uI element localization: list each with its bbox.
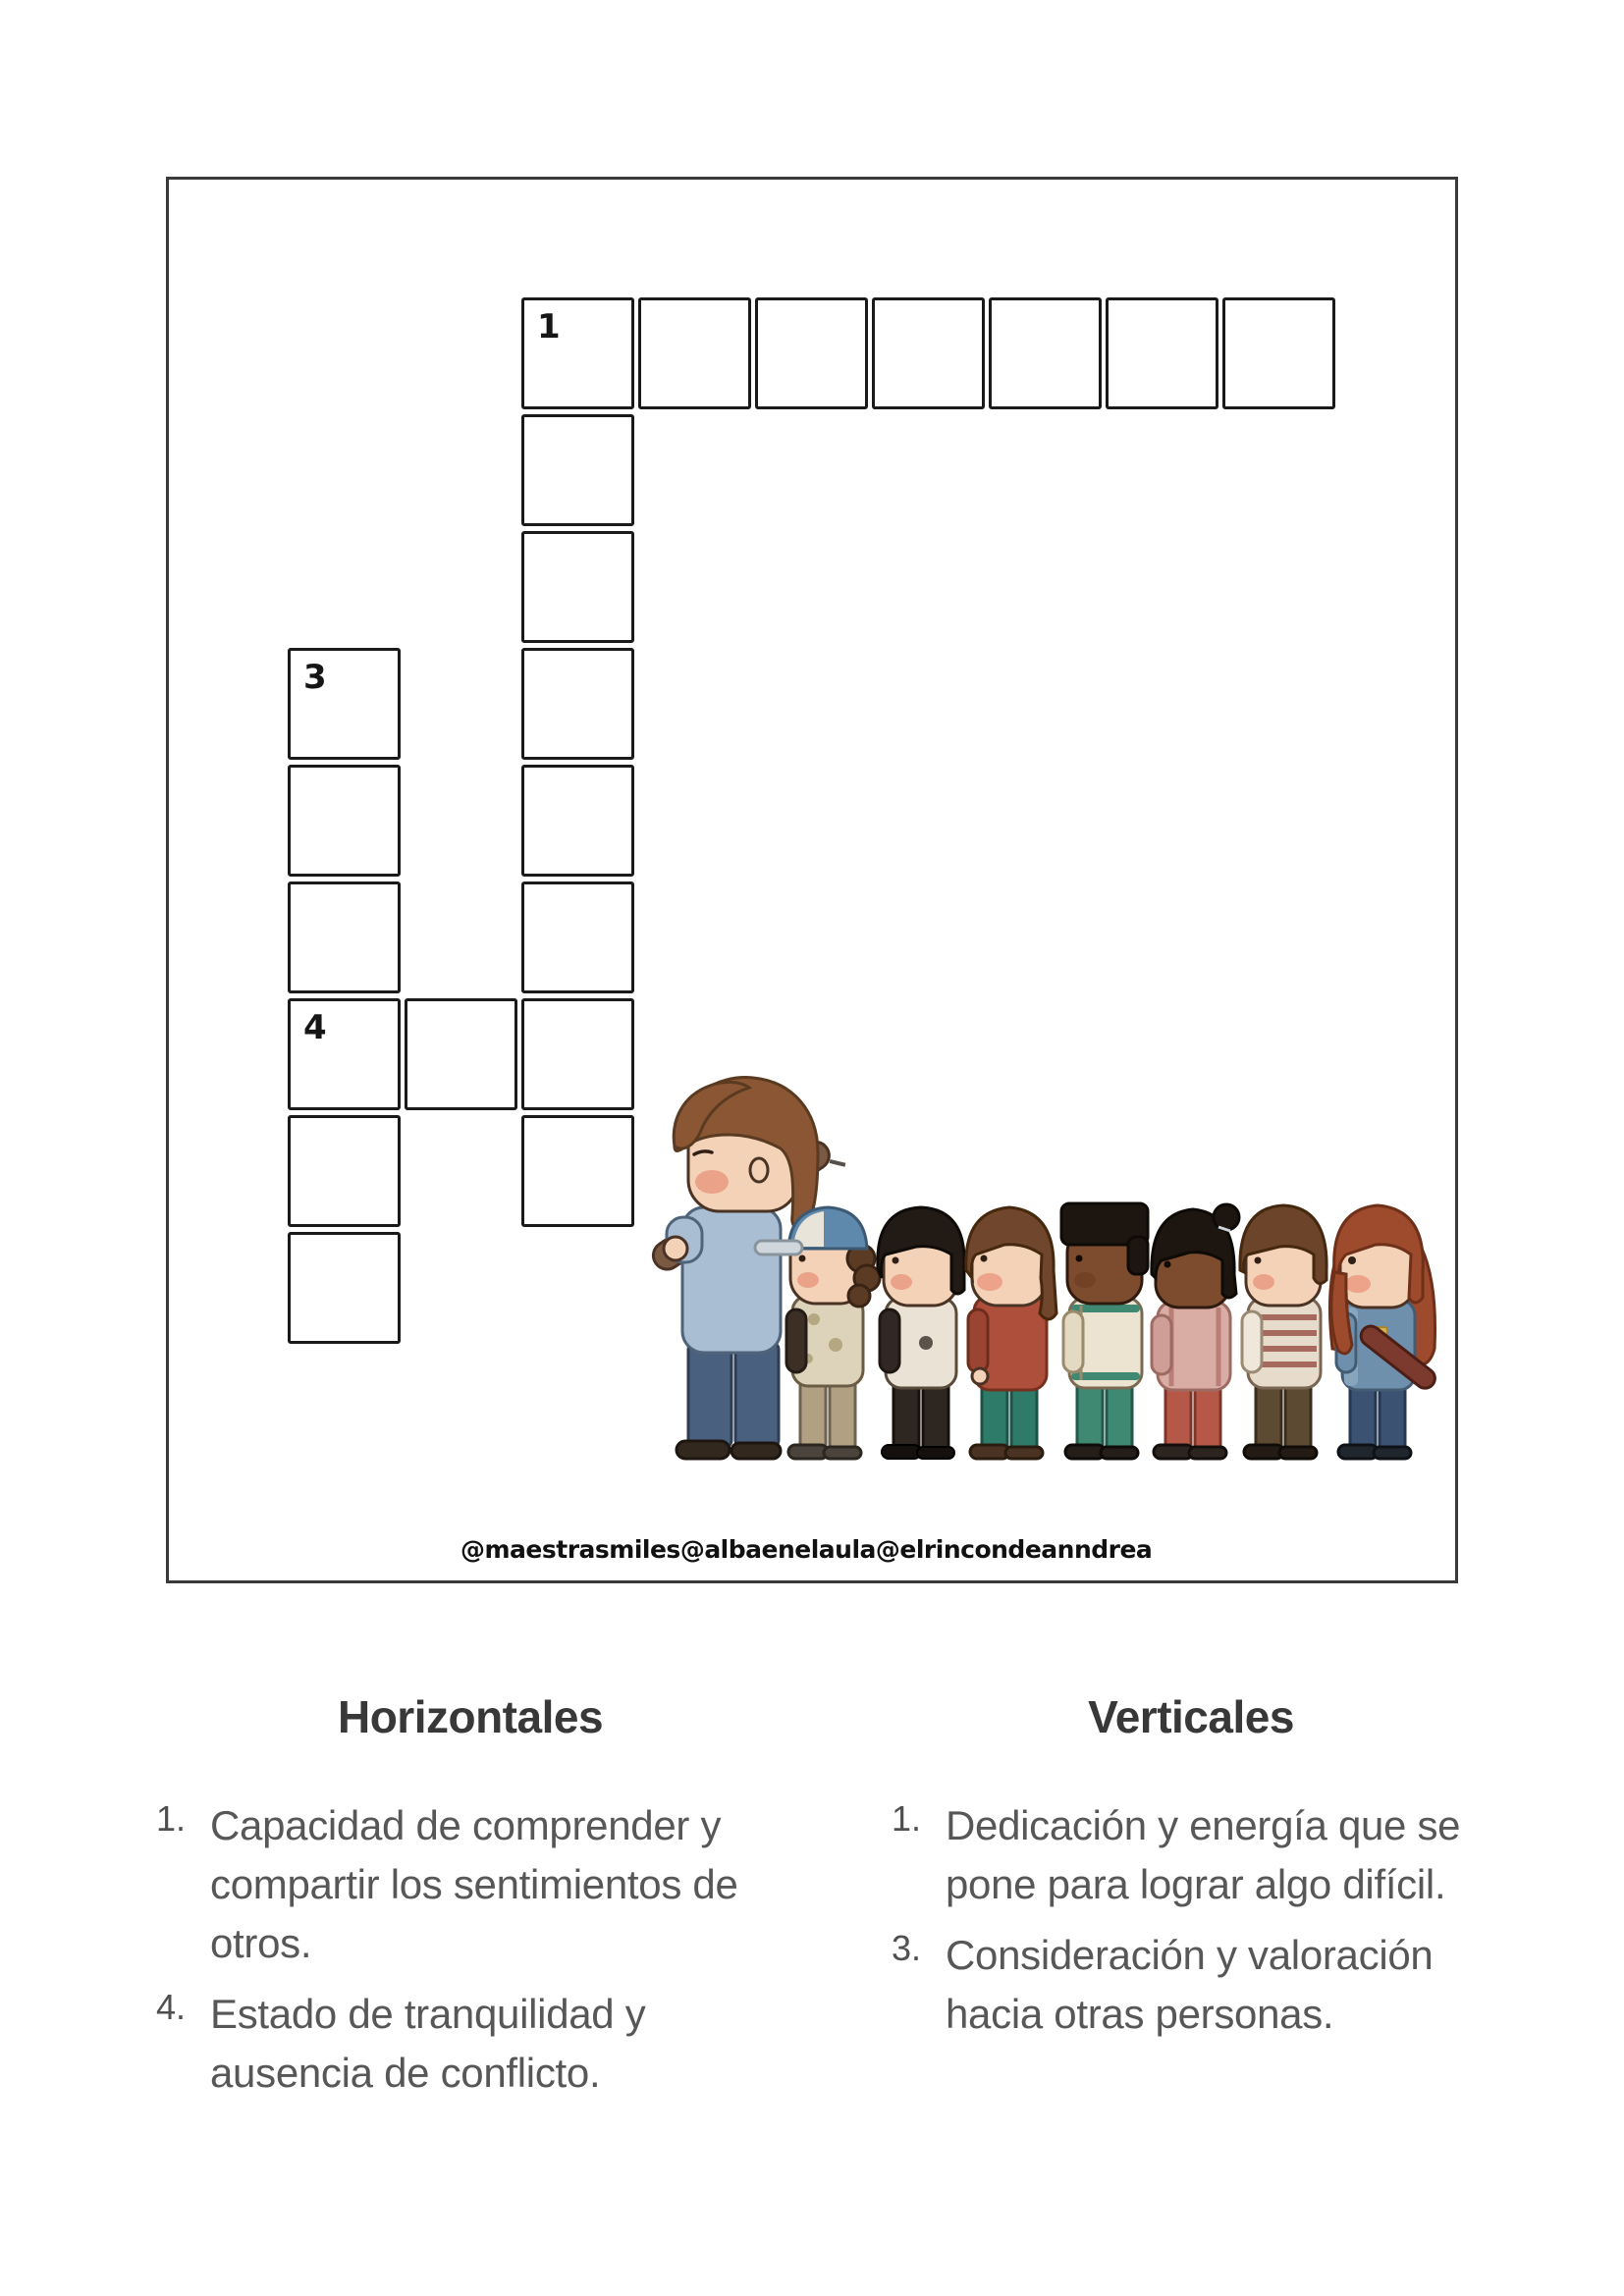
verticales-heading: Verticales bbox=[1088, 1691, 1294, 1742]
clue-horizontal-4 bbox=[136, 1985, 645, 2103]
clue-number: 1. bbox=[891, 1798, 921, 1839]
crossword-cell[interactable] bbox=[755, 297, 868, 409]
characters-illustration bbox=[631, 1062, 1466, 1469]
cell-number: 4 bbox=[303, 1008, 327, 1047]
crossword-cell[interactable] bbox=[521, 1115, 634, 1227]
crossword-cell[interactable] bbox=[521, 648, 634, 760]
crossword-cell[interactable] bbox=[521, 531, 634, 643]
credits-line bbox=[460, 1535, 1153, 1564]
crossword-cell[interactable] bbox=[872, 297, 985, 409]
clue-number: 1. bbox=[155, 1798, 186, 1839]
crossword-cell[interactable] bbox=[288, 998, 401, 1110]
credit-handle: @maestrasmiles bbox=[460, 1535, 680, 1564]
crossword-cell[interactable] bbox=[1106, 297, 1218, 409]
cell-number: 3 bbox=[303, 658, 327, 697]
crossword-cell[interactable] bbox=[1222, 297, 1335, 409]
crossword-cell[interactable] bbox=[405, 998, 517, 1110]
crossword-cell[interactable] bbox=[521, 881, 634, 993]
character-eleven bbox=[966, 1207, 1056, 1459]
clue-vertical-3 bbox=[872, 1926, 1433, 2044]
crossword-cell[interactable] bbox=[989, 297, 1102, 409]
character-will bbox=[1240, 1205, 1326, 1459]
character-mike bbox=[878, 1207, 964, 1459]
crossword-cell[interactable] bbox=[288, 881, 401, 993]
character-lucas bbox=[1061, 1203, 1148, 1459]
character-erica bbox=[1152, 1204, 1239, 1459]
credit-handle: @albaenelaula bbox=[679, 1535, 876, 1564]
clue-text: Consideración y valoración hacia otras personas. bbox=[946, 1932, 1434, 2037]
character-max bbox=[1329, 1205, 1438, 1459]
clue-text: Dedicación y energía que se pone para lograr algo difícil. bbox=[946, 1802, 1461, 1907]
clue-vertical-1 bbox=[872, 1796, 1460, 1914]
crossword-cell[interactable] bbox=[288, 1115, 401, 1227]
clue-horizontal-1 bbox=[136, 1796, 738, 1973]
clue-number: 3. bbox=[891, 1928, 921, 1968]
clue-number: 4. bbox=[155, 1987, 186, 2027]
crossword-cell[interactable] bbox=[521, 998, 634, 1110]
crossword-cell[interactable] bbox=[521, 297, 634, 409]
crossword-cell[interactable] bbox=[521, 414, 634, 526]
crossword-cell[interactable] bbox=[638, 297, 751, 409]
clue-text: Estado de tranquilidad y ausencia de conflicto. bbox=[210, 1991, 646, 2096]
cell-number: 1 bbox=[537, 307, 561, 347]
crossword-cell[interactable] bbox=[521, 765, 634, 877]
horizontales-heading: Horizontales bbox=[337, 1691, 604, 1742]
crossword-cell[interactable] bbox=[288, 648, 401, 760]
clue-text: Capacidad de comprender y compartir los sentimientos de otros. bbox=[210, 1802, 738, 1966]
credit-handle: @elrincondeanndrea bbox=[875, 1535, 1153, 1564]
crossword-cell[interactable] bbox=[288, 765, 401, 877]
crossword-cell[interactable] bbox=[288, 1232, 401, 1344]
